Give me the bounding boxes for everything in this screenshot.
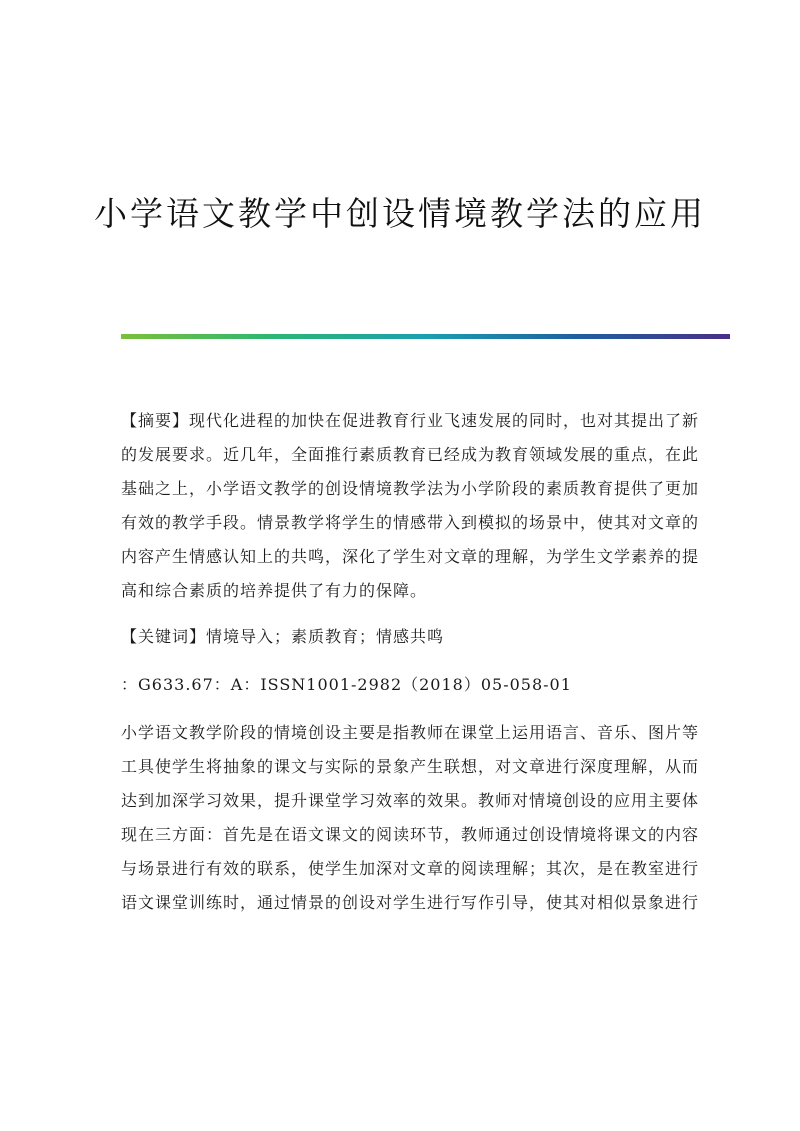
body-line: 语文课堂训练时，通过情景的创设对学生进行写作引导，使其对相似景象进行 [121, 893, 700, 912]
abstract-line: 的发展要求。近几年，全面推行素质教育已经成为教育领域发展的重点，在此 [121, 445, 700, 464]
abstract-paragraph [121, 404, 700, 608]
abstract-line: 内容产生情感认知上的共鸣，深化了学生对文章的理解，为学生文学素养的提 [121, 547, 700, 566]
keywords-line: 【关键词】情境导入；素质教育；情感共鸣 [121, 627, 445, 646]
body-line: 现在三方面：首先是在语文课文的阅读环节，教师通过创设情境将课文的内容 [121, 825, 700, 844]
document-body [121, 404, 700, 932]
body-line: 工具使学生将抽象的课文与实际的景象产生联想，对文章进行深度理解，从而 [121, 757, 700, 776]
body-line: 小学语文教学阶段的情境创设主要是指教师在课堂上运用语言、音乐、图片等 [121, 723, 700, 742]
keywords-paragraph [121, 620, 681, 654]
classification-paragraph [121, 668, 681, 702]
body-line: 达到加深学习效果，提升课堂学习效率的效果。教师对情境创设的应用主要体 [121, 791, 700, 810]
body-paragraph [121, 716, 700, 920]
body-line: 与场景进行有效的联系，使学生加深对文章的阅读理解；其次，是在教室进行 [121, 859, 700, 878]
abstract-line: 高和综合素质的培养提供了有力的保障。 [121, 581, 428, 600]
gradient-divider [121, 334, 730, 339]
classification-line: ：G633.67：A：ISSN1001-2982（2018）05-058-01 [121, 675, 572, 694]
document-title: 小学语文教学中创设情境教学法的应用 [94, 194, 706, 233]
abstract-line: 基础之上，小学语文教学的创设情境教学法为小学阶段的素质教育提供了更加 [121, 479, 700, 498]
abstract-line: 【摘要】现代化进程的加快在促进教育行业飞速发展的同时，也对其提出了新 [121, 411, 700, 430]
abstract-line: 有效的教学手段。情景教学将学生的情感带入到模拟的场景中，使其对文章的 [121, 513, 700, 532]
